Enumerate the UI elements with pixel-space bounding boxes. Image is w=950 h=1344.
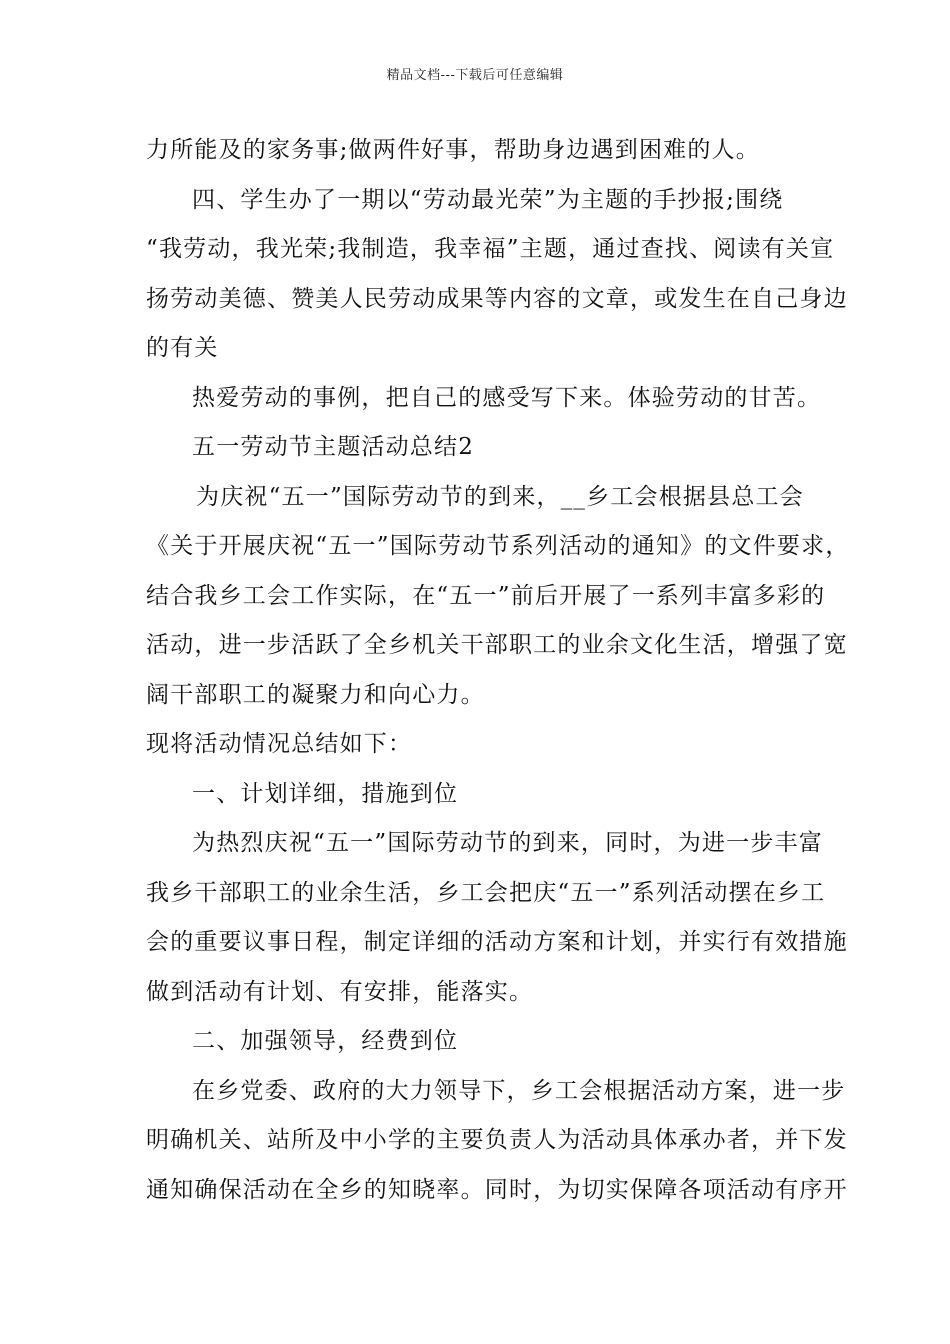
text-line: 做到活动有计划、有安排，能落实。 [146, 978, 534, 1005]
text-line: 阔干部职工的凝聚力和向心力。 [146, 681, 485, 708]
text-line: “我劳动，我光荣;我制造，我幸福”主题，通过查找、阅读有关宣 [146, 236, 835, 262]
paragraph-start: 为庆祝“五一”国际劳动节的到来，__乡工会根据县总工会 [196, 483, 804, 510]
text-line: 结合我乡工会工作实际，在“五一”前后开展了一系列丰富多彩的 [146, 582, 826, 609]
text-line: 我乡干部职工的业余生活，乡工会把庆“五一”系列活动摆在乡工 [146, 879, 826, 906]
text-line: 活动，进一步活跃了全乡机关干部职工的业余文化生活，增强了宽 [146, 632, 848, 658]
text-line: 通知确保活动在全乡的知晓率。同时，为切实保障各项活动有序开 [146, 1176, 848, 1203]
text-line: 力所能及的家务事;做两件好事，帮助身边遇到困难的人。 [146, 137, 760, 163]
document-subtitle: 五一劳动节主题活动总结2 [192, 434, 475, 460]
text-line: 的有关 [146, 335, 219, 361]
text-line: 扬劳动美德、赞美人民劳动成果等内容的文章，或发生在自己身边 [146, 285, 848, 312]
section-heading-2: 二、加强领导，经费到位 [192, 1028, 459, 1054]
section-heading-1: 一、计划详细，措施到位 [192, 780, 459, 807]
page-header: 精品文档---下载后可任意编辑 [386, 68, 564, 83]
paragraph-start: 为热烈庆祝“五一”国际劳动节的到来，同时，为进一步丰富 [192, 830, 823, 856]
text-line: 明确机关、站所及中小学的主要负责人为活动具体承办者，并下发 [146, 1127, 848, 1153]
text-line: 现将活动情况总结如下： [146, 731, 413, 757]
text-line: 热爱劳动的事例，把自己的感受写下来。体验劳动的甘苦。 [192, 384, 822, 411]
document-body [146, 126, 850, 1215]
text-line: 会的重要议事日程，制定详细的活动方案和计划，并实行有效措施 [146, 929, 848, 955]
section-heading-4: 四、学生办了一期以“劳动最光荣”为主题的手抄报;围绕 [192, 186, 784, 213]
paragraph-start: 在乡党委、政府的大力领导下，乡工会根据活动方案，进一步 [192, 1077, 846, 1104]
text-line: 《关于开展庆祝“五一”国际劳动节系列活动的通知》的文件要求， [146, 533, 850, 559]
